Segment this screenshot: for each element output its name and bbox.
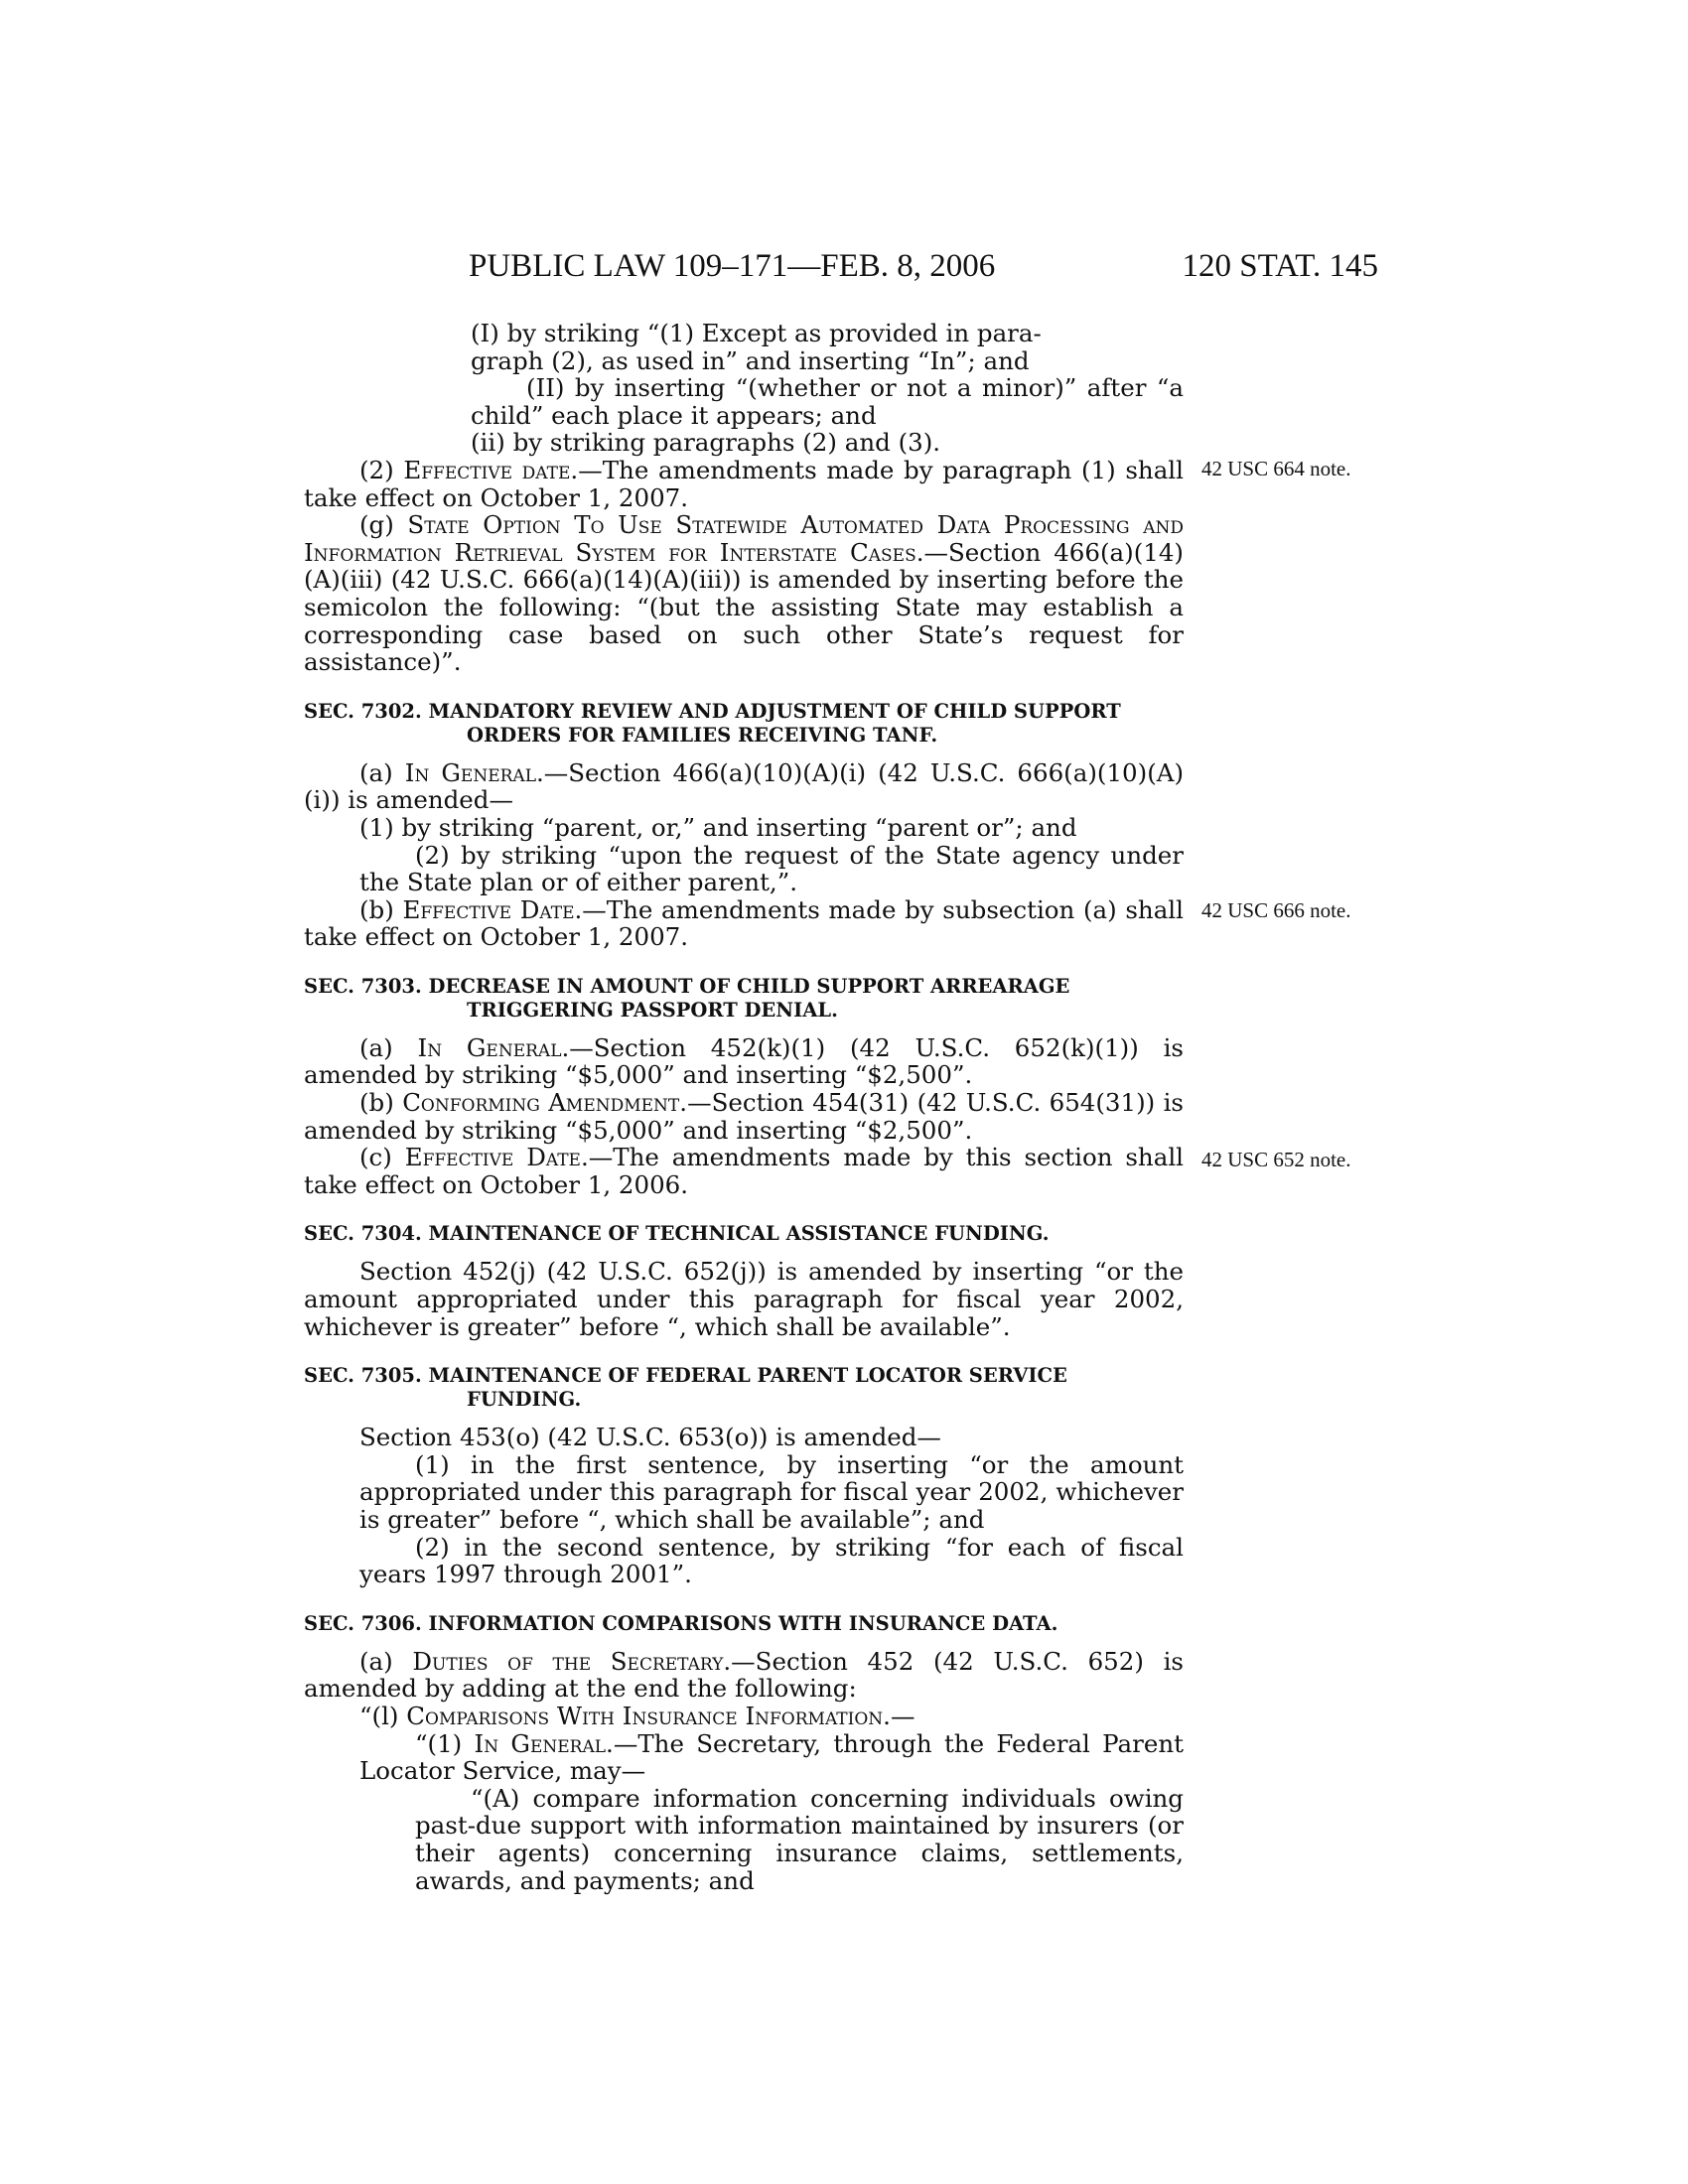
subsection-7306-a [304,1648,1184,1703]
subsection-7303-a [304,1034,1184,1089]
section-7305-heading: SEC. 7305. MAINTENANCE OF FEDERAL PARENT LOCATOR SERVICE FUNDING. [304,1364,1067,1412]
para-number: “(l) [359,1701,407,1730]
para-text: .—The Secretary, through the Federal Parent Locator Service, may— [359,1728,1184,1786]
section-7306-heading: SEC. 7306. INFORMATION COMPARISONS WITH INSURANCE DATA. [304,1611,1058,1635]
para-heading: Conforming Amendment [402,1088,680,1118]
para-text: .—Section 452 (42 U.S.C. 652) is amended by adding at the end the following: [304,1646,1184,1704]
para-number: (a) [359,1032,418,1062]
document-body [304,320,1184,1894]
clause-ii: (ii) by striking paragraphs (2) and (3). [471,428,941,458]
para-text: .—Section 454(31) (42 U.S.C. 654(31)) is amended by striking “$5,000” and inserting “$2,500”. [304,1088,1185,1145]
subsection-7302-a [304,759,1184,814]
inserted-paragraph-1 [304,1730,1184,1785]
margin-note-652: 42 USC 652 note. [1201,1148,1351,1171]
para-text: .—Section 466(a)(14)(A)(iii) (42 U.S.C. 666(a)(14)(A)(iii)) is amended by inserting before the semicolon the following: “(but the assisting State may establish a corresponding case based on such other State’s request for assistance)”. [304,537,1184,677]
margin-note-666: 42 USC 666 note. [1201,898,1351,922]
margin-note-664: 42 USC 664 note. [1201,457,1351,480]
para-number: (2) [359,455,404,484]
para-heading: Effective Date [404,1143,581,1172]
para-text: .—Section 452(k)(1) (42 U.S.C. 652(k)(1)) is amended by striking “$5,000” and inserting “$2,500”. [304,1032,1184,1090]
para-heading: Effective date [403,455,571,484]
para-text: .—The amendments made by this section shall take effect on October 1, 2006. [304,1143,1184,1199]
inserted-subparagraph-A: “(A) compare information concerning individuals owing past-due support with information maintained by insurers (or their agents) concerning insurance claims, settlements, awards, and payments; and [415,1783,1184,1895]
subsection-7303-c [304,1144,1184,1198]
para-heading: Duties of the Secretary [412,1646,724,1676]
section-7305-text: Section 453(o) (42 U.S.C. 653(o)) is amended— [359,1423,941,1452]
para-text: .—The amendments made by paragraph (1) shall take effect on October 1, 2007. [304,455,1184,512]
section-7304-text: Section 452(j) (42 U.S.C. 652(j)) is amended by inserting “or the amount appropriated under this paragraph for fiscal year 2002, whichever is greater” before “, which shall be available”. [304,1257,1184,1341]
clause-I-line2: graph (2), as used in” and inserting “In”; and [471,345,1030,375]
para-number: (a) [359,1646,413,1676]
para-text: .— [883,1701,915,1730]
para-heading: In General [404,757,536,787]
section-7302-heading: SEC. 7302. MANDATORY REVIEW AND ADJUSTMENT OF CHILD SUPPORT ORDERS FOR FAMILIES RECEIVING TANF. [304,699,1121,747]
paragraph-7305-1: (1) in the first sentence, by inserting “or the amount appropriated under this paragraph for fiscal year 2002, whichever is greater” before “, which shall be available”; and [359,1449,1184,1534]
para-text: .—The amendments made by subsection (a) shall take effect on October 1, 2007. [304,894,1184,952]
paragraph-7302-1: (1) by striking “parent, or,” and inserting “parent or”; and [359,812,1077,842]
para-heading: State Option To Use Statewide Automated Data Processing and Information Retrieval System for Interstate Cases [304,510,1185,567]
paragraph-7302-2: (2) by striking “upon the request of the State agency under the State plan or of either parent,”. [359,840,1184,897]
paragraph-7305-2: (2) in the second sentence, by striking “for each of fiscal years 1997 through 2001”. [359,1532,1184,1589]
para-text: .—Section 466(a)(10)(A)(i) (42 U.S.C. 666(a)(10)(A)(i)) is amended— [304,757,1185,815]
para-heading: Comparisons With Insurance Information [406,1701,884,1730]
clause-II: (II) by inserting “(whether or not a minor)” after “a child” each place it appears; and [471,373,1184,430]
section-7303-heading: SEC. 7303. DECREASE IN AMOUNT OF CHILD SUPPORT ARREARAGE TRIGGERING PASSPORT DENIAL. [304,974,1070,1022]
section-7304-heading: SEC. 7304. MAINTENANCE OF TECHNICAL ASSISTANCE FUNDING. [304,1222,1050,1246]
para-number: (b) [359,894,403,924]
subsection-7303-b [304,1089,1184,1144]
inserted-subsection-l [304,1703,1184,1730]
para-number: “(1) [415,1728,475,1758]
para-number: (g) [359,510,408,540]
para-heading: Effective Date [402,894,575,924]
clause-I-line1: (I) by striking “(1) Except as provided in para- [471,319,1042,347]
subsection-7302-b [304,896,1184,951]
stat-page-number: 120 STAT. 145 [1182,248,1378,284]
para-number: (a) [359,757,405,787]
page-header [298,248,1390,288]
subsection-g [304,511,1184,676]
para-number: (b) [359,1088,403,1118]
running-title: PUBLIC LAW 109–171—FEB. 8, 2006 [469,248,996,284]
para-number: (c) [359,1143,405,1172]
para-heading: In General [474,1728,607,1758]
paragraph-effective-date-1 [304,457,1184,511]
para-heading: In General [417,1032,562,1062]
